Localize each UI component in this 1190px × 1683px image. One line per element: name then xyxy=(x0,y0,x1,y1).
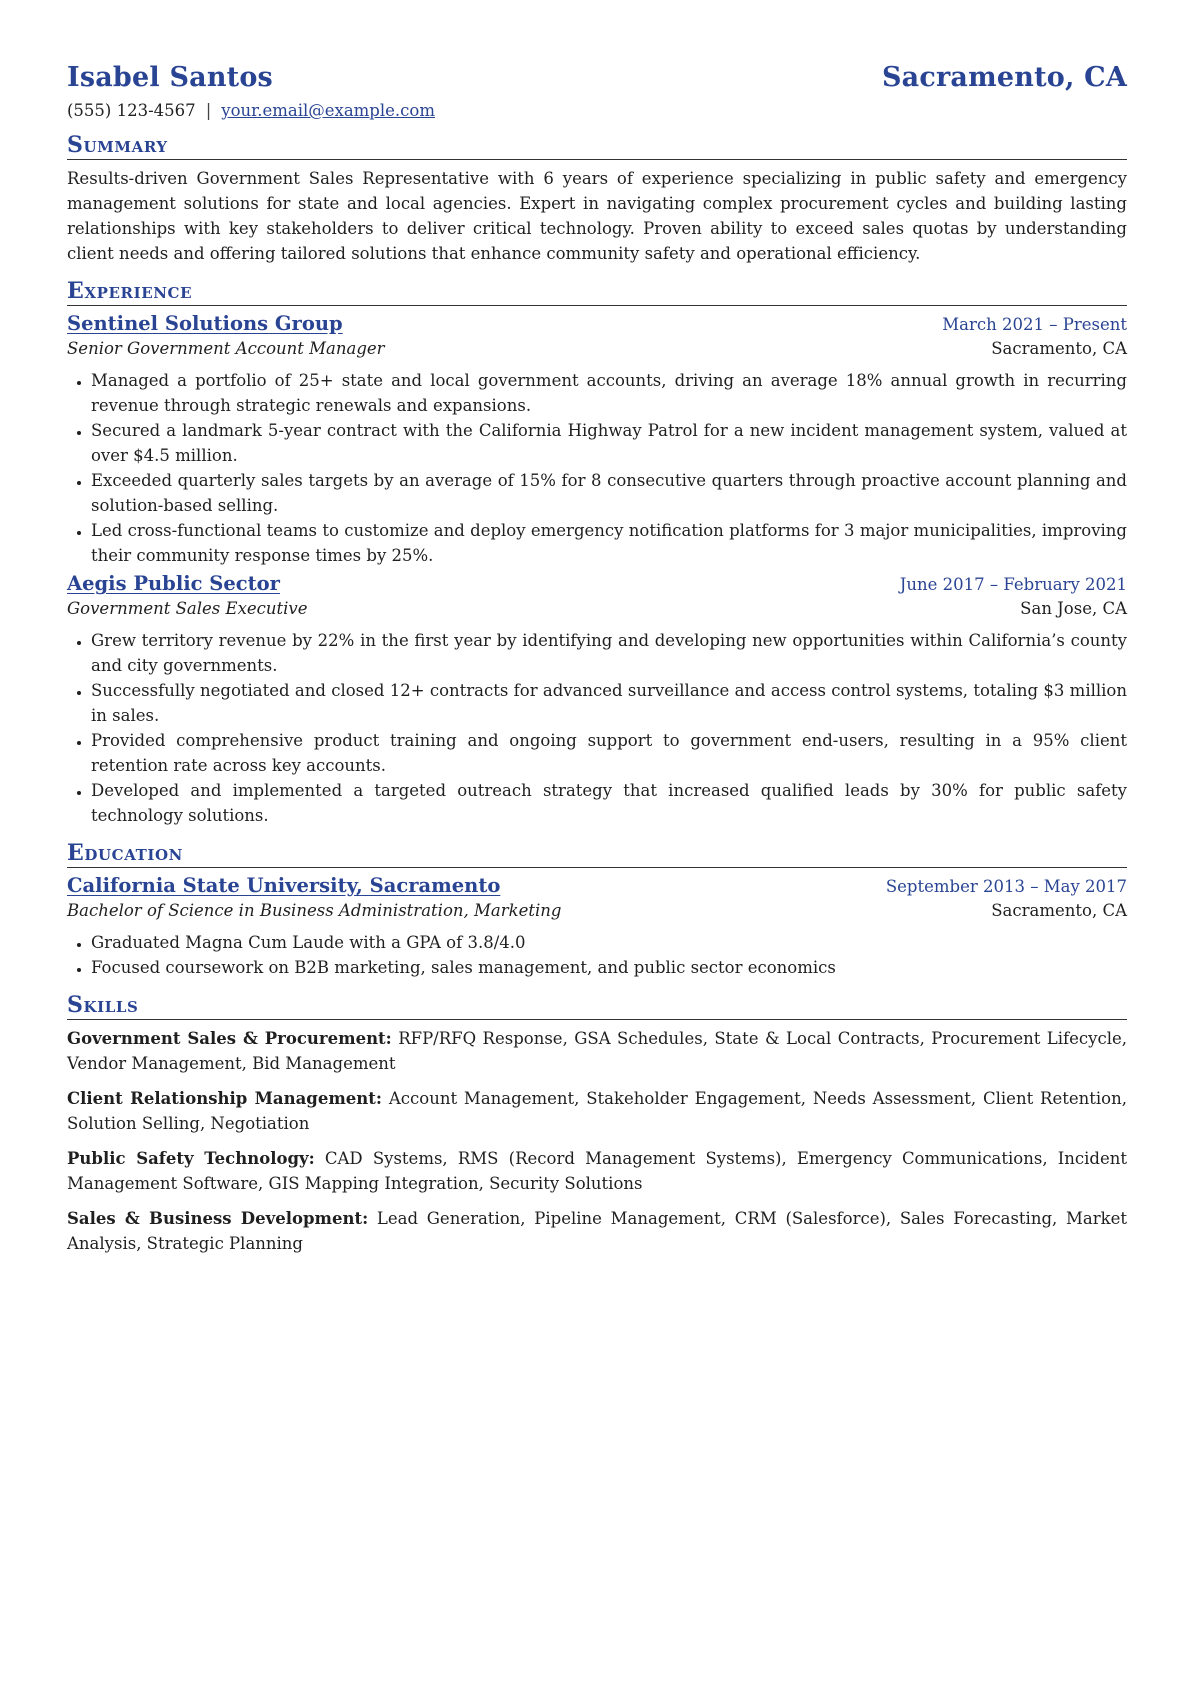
summary-section xyxy=(67,132,1127,266)
school-location: Sacramento, CA xyxy=(991,901,1127,920)
education-section xyxy=(67,840,1127,980)
job-location: San Jose, CA xyxy=(1020,599,1127,618)
bullet-item: • Focused coursework on B2B marketing, sales management, and public sector economics xyxy=(91,955,1127,980)
skill-group xyxy=(67,1206,1127,1256)
bullet-item: • Secured a landmark 5-year contract with the California Highway Patrol for a new incident management system, valued at over $4.5 million. xyxy=(91,418,1127,468)
phone-number: (555) 123-4567 xyxy=(67,101,196,120)
section-title-skills: Skills xyxy=(67,992,1127,1020)
skill-group xyxy=(67,1146,1127,1196)
skill-category: Government Sales & Procurement: xyxy=(67,1029,392,1048)
contact-line xyxy=(67,101,1127,120)
skill-category: Public Safety Technology: xyxy=(67,1149,315,1168)
employer-link[interactable]: Aegis Public Sector xyxy=(67,572,280,595)
section-title-summary: Summary xyxy=(67,132,1127,160)
skills-section xyxy=(67,992,1127,1256)
job-location: Sacramento, CA xyxy=(991,339,1127,358)
contact-separator: | xyxy=(205,101,212,120)
job-bullets xyxy=(67,628,1127,828)
skill-category: Sales & Business Development: xyxy=(67,1209,369,1228)
bullet-item: • Managed a portfolio of 25+ state and local government accounts, driving an average 18% annual growth in recurring revenue through strategic renewals and expansions. xyxy=(91,368,1127,418)
skill-category: Client Relationship Management: xyxy=(67,1089,382,1108)
candidate-location: Sacramento, CA xyxy=(881,62,1127,93)
summary-text: Results-driven Government Sales Representative with 6 years of experience specializing in public safety and emergency management solutions for state and local agencies. Expert in navigating complex procurement cycles and building lasting relationships with key stakeholders to deliver critical technology. Proven ability to exceed sales quotas by understanding client needs and offering tailored solutions that enhance community safety and operational efficiency. xyxy=(67,169,1127,263)
email-link[interactable]: your.email@example.com xyxy=(221,101,435,120)
bullet-item: • Successfully negotiated and closed 12+ contracts for advanced surveillance and access control systems, totaling $3 million in sales. xyxy=(91,678,1127,728)
bullet-item: • Grew territory revenue by 22% in the first year by identifying and developing new opportunities within California’s county and city governments. xyxy=(91,628,1127,678)
job-bullets xyxy=(67,368,1127,568)
job-entry xyxy=(67,572,1127,828)
employer-link[interactable]: Sentinel Solutions Group xyxy=(67,312,343,335)
skill-items: Lead Generation, Pipeline Management, CRM (Salesforce), Sales Forecasting, Market Analysis, Strategic Planning xyxy=(67,1209,1127,1253)
job-title: Senior Government Account Manager xyxy=(67,339,385,358)
experience-section xyxy=(67,278,1127,828)
section-title-education: Education xyxy=(67,840,1127,868)
skill-items: Account Management, Stakeholder Engagement, Needs Assessment, Client Retention, Solution Selling, Negotiation xyxy=(67,1089,1127,1133)
bullet-item: • Led cross-functional teams to customize and deploy emergency notification platforms for 3 major municipalities, improving their community response times by 25%. xyxy=(91,518,1127,568)
school-link[interactable]: California State University, Sacramento xyxy=(67,874,501,897)
header xyxy=(67,62,1127,93)
job-dates: March 2021 – Present xyxy=(942,315,1127,334)
skill-group xyxy=(67,1086,1127,1136)
candidate-name: Isabel Santos xyxy=(67,62,273,93)
job-entry xyxy=(67,312,1127,568)
section-title-experience: Experience xyxy=(67,278,1127,306)
skill-items: CAD Systems, RMS (Record Management Systems), Emergency Communications, Incident Management Software, GIS Mapping Integration, Security Solutions xyxy=(67,1149,1127,1193)
education-dates: September 2013 – May 2017 xyxy=(885,877,1127,896)
job-dates: June 2017 – February 2021 xyxy=(899,575,1127,594)
skill-items: RFP/RFQ Response, GSA Schedules, State & Local Contracts, Procurement Lifecycle, Vendor Management, Bid Management xyxy=(67,1029,1127,1073)
bullet-item: • Provided comprehensive product training and ongoing support to government end-users, resulting in a 95% client retention rate across key accounts. xyxy=(91,728,1127,778)
degree: Bachelor of Science in Business Administration, Marketing xyxy=(67,901,562,920)
education-bullets xyxy=(67,930,1127,980)
bullet-item: • Exceeded quarterly sales targets by an average of 15% for 8 consecutive quarters through proactive account planning and solution-based selling. xyxy=(91,468,1127,518)
bullet-item: • Graduated Magna Cum Laude with a GPA of 3.8/4.0 xyxy=(91,930,1127,955)
job-title: Government Sales Executive xyxy=(67,599,308,618)
skill-group xyxy=(67,1026,1127,1076)
bullet-item: • Developed and implemented a targeted outreach strategy that increased qualified leads by 30% for public safety technology solutions. xyxy=(91,778,1127,828)
